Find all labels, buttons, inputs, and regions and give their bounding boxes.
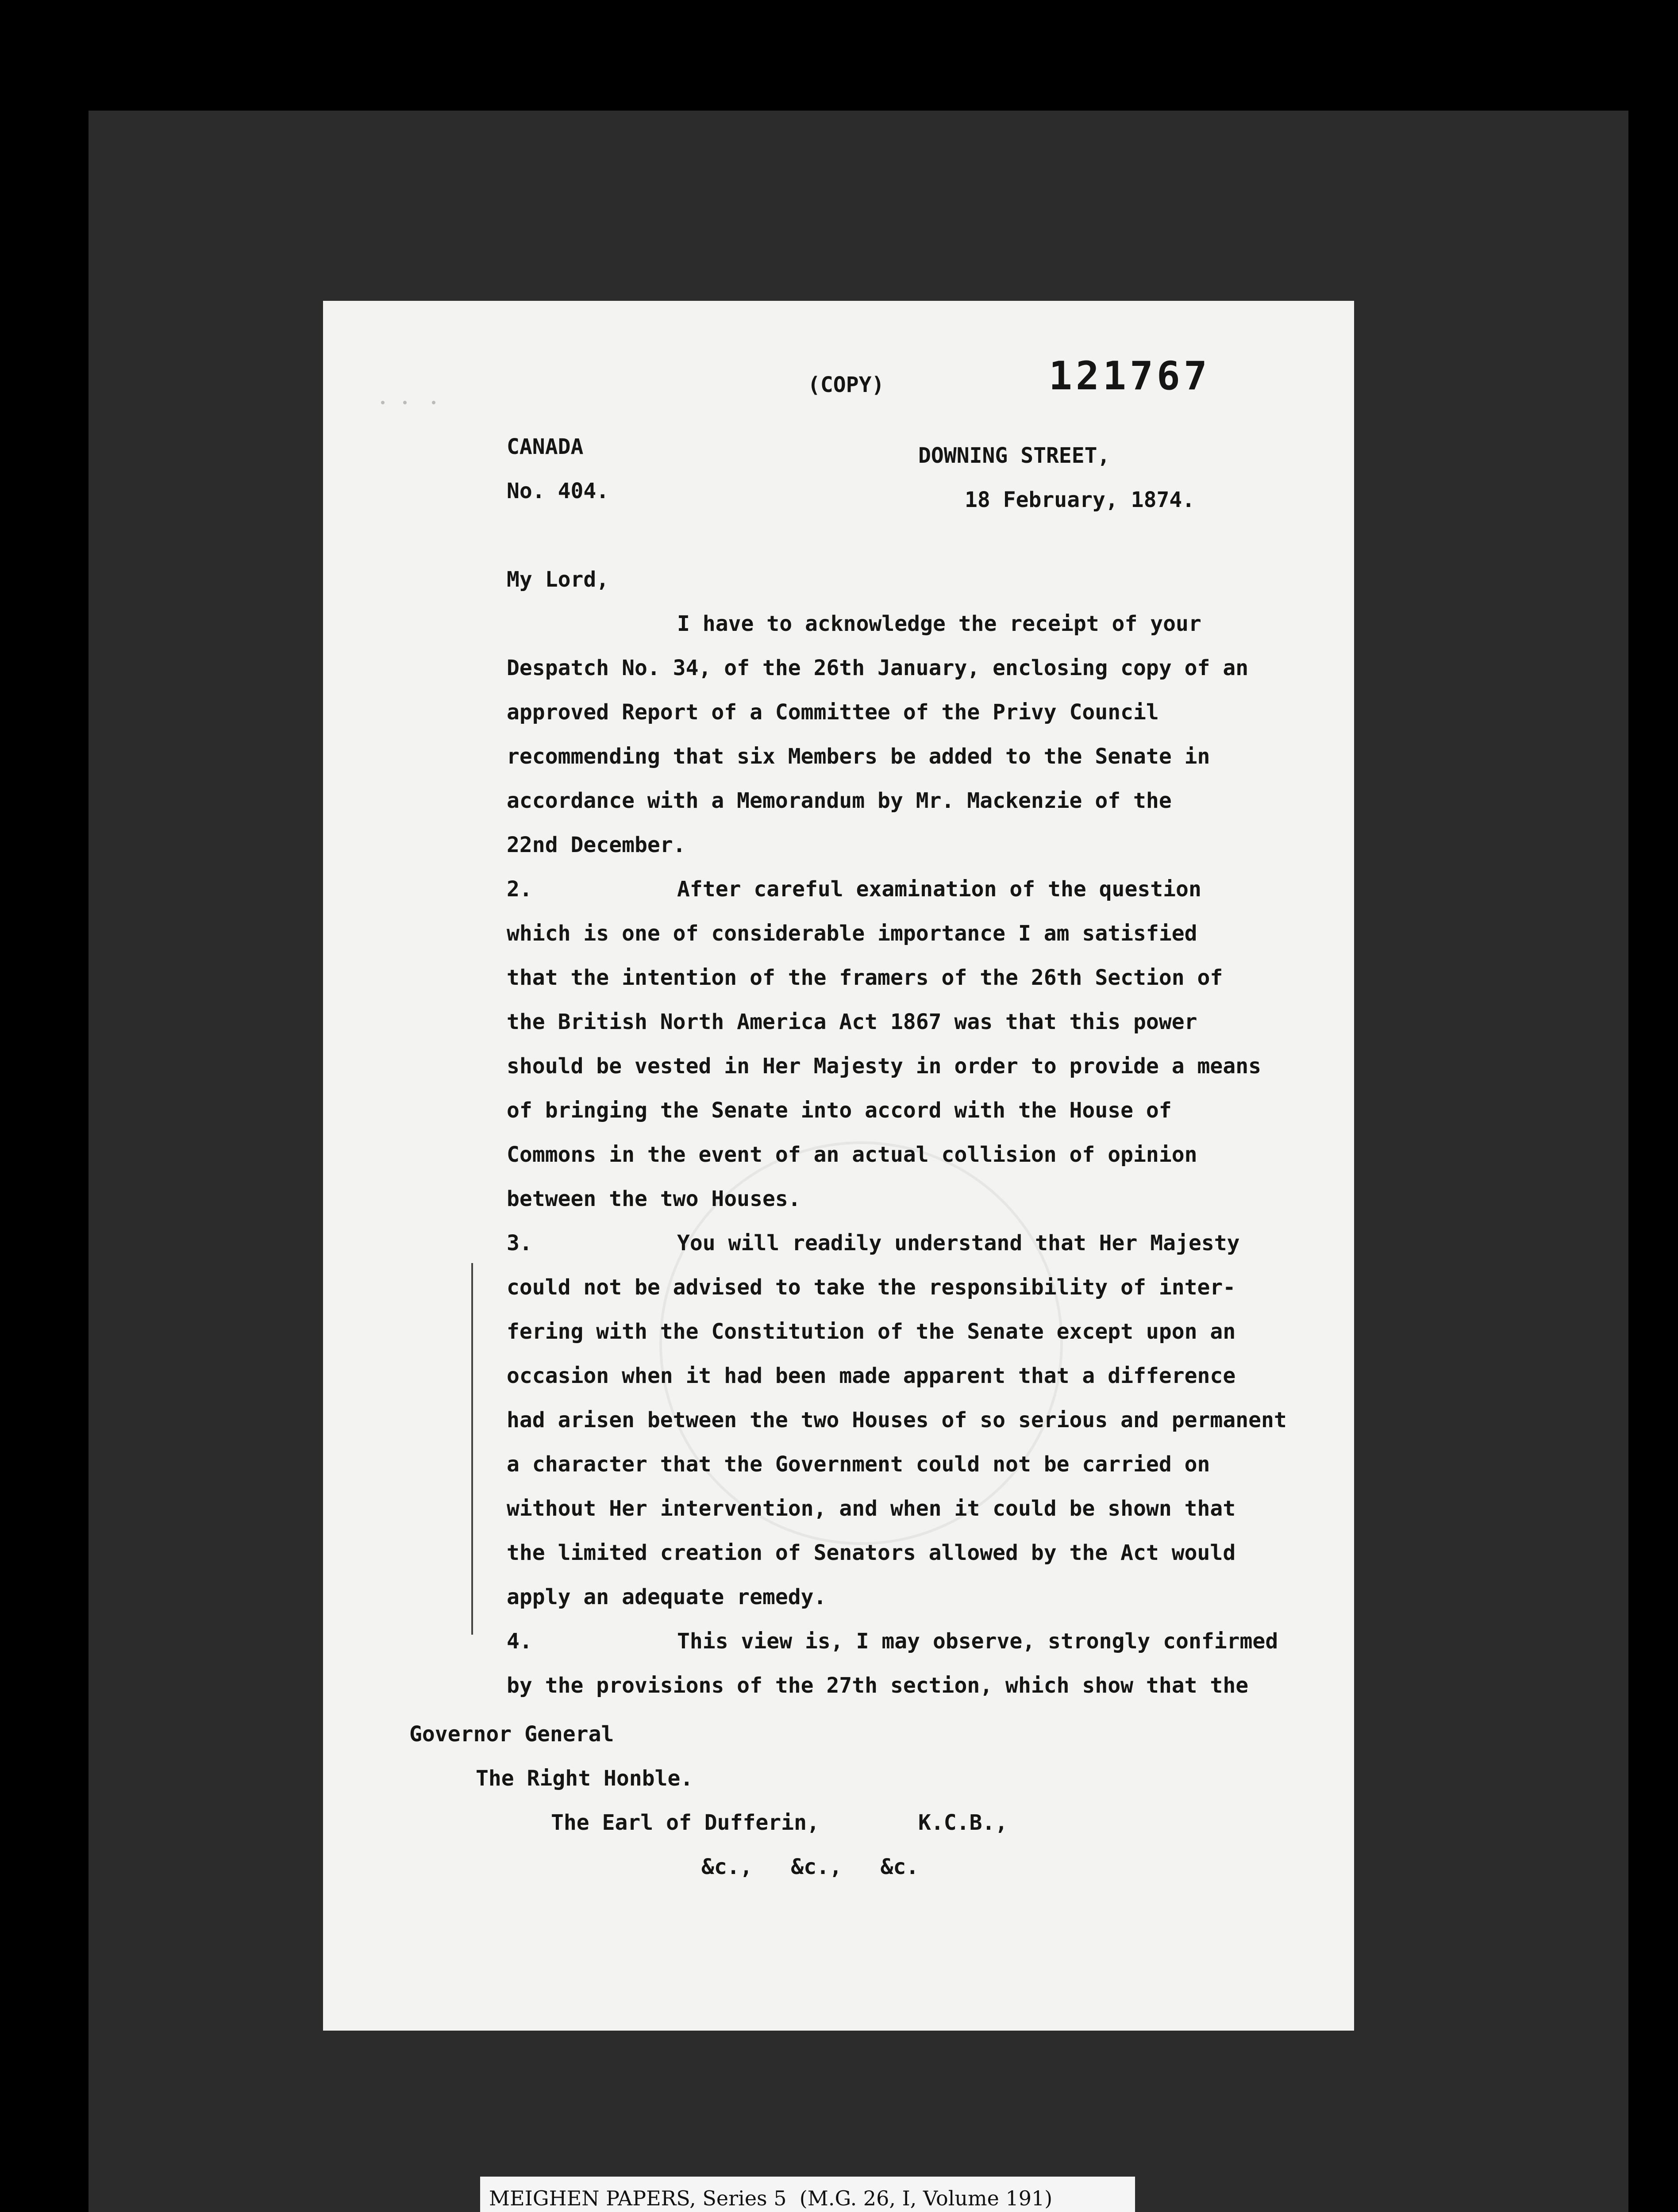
letter-line: should be vested in Her Majesty in order to provide a means (507, 1054, 1262, 1079)
letter-line: which is one of considerable importance I am satisfied (507, 921, 1197, 946)
letter-line: could not be advised to take the responsibility of inter- (507, 1275, 1236, 1300)
letter-line: accordance with a Memorandum by Mr. Mackenzie of the (507, 788, 1172, 813)
addressee-line-2: The Earl of Dufferin, (551, 1810, 820, 1835)
letter-line: that the intention of the framers of the 26th Section of (507, 965, 1223, 990)
letter-line: had arisen between the two Houses of so serious and permanent (507, 1408, 1287, 1432)
addressee-line-3: &c., &c., &c. (701, 1855, 919, 1879)
paragraph-opening: This view is, I may observe, strongly confirmed (677, 1629, 1278, 1654)
letter-line: of bringing the Senate into accord with the House of (507, 1098, 1172, 1123)
colony-heading: CANADA (507, 434, 584, 459)
letter-line: a character that the Government could not be carried on (507, 1452, 1210, 1477)
paragraph-opening: You will readily understand that Her Majesty (677, 1231, 1240, 1256)
addressee-honours: K.C.B., (918, 1810, 1008, 1835)
letter-line: approved Report of a Committee of the Privy Council (507, 700, 1159, 725)
paragraph-opening: After careful examination of the question (677, 877, 1201, 902)
letter-line: 2. (507, 877, 532, 902)
letter-line: occasion when it had been made apparent that a difference (507, 1363, 1236, 1388)
letter-line: 4. (507, 1629, 532, 1654)
letter-line: the limited creation of Senators allowed by the Act would (507, 1540, 1236, 1565)
letter-line: 22nd December. (507, 833, 686, 857)
letter-line: by the provisions of the 27th section, which show that the (507, 1673, 1249, 1698)
collection-reference-label (480, 2177, 1135, 2212)
sender-address: DOWNING STREET, (918, 443, 1110, 468)
letter-line: between the two Houses. (507, 1187, 801, 1211)
file-number: 121767 (1049, 353, 1211, 399)
letter-line: without Her intervention, and when it could be shown that (507, 1496, 1236, 1521)
margin-dots (381, 400, 438, 405)
letter-date: 18 February, 1874. (965, 488, 1195, 512)
despatch-number: No. 404. (507, 479, 609, 503)
letter-line: 3. (507, 1231, 532, 1256)
letter-line: Commons in the event of an actual collision of opinion (507, 1142, 1197, 1167)
letter-line: Despatch No. 34, of the 26th January, enclosing copy of an (507, 656, 1249, 680)
letter-page (323, 301, 1354, 2031)
letter-line: apply an adequate remedy. (507, 1585, 827, 1609)
letter-line: the British North America Act 1867 was that this power (507, 1010, 1197, 1034)
collection-reference-text: MEIGHEN PAPERS, Series 5 (M.G. 26, I, Volume 191) (489, 2186, 1053, 2210)
addressee-line-1: The Right Honble. (476, 1766, 693, 1791)
salutation: My Lord, (507, 567, 609, 592)
letter-line: fering with the Constitution of the Senate except upon an (507, 1319, 1236, 1344)
letter-line: recommending that six Members be added to the Senate in (507, 744, 1210, 769)
letter-line: I have to acknowledge the receipt of your (677, 611, 1201, 636)
margin-marking-line (471, 1263, 473, 1635)
copy-mark: (COPY) (808, 373, 885, 397)
addressee-title: Governor General (409, 1722, 614, 1747)
